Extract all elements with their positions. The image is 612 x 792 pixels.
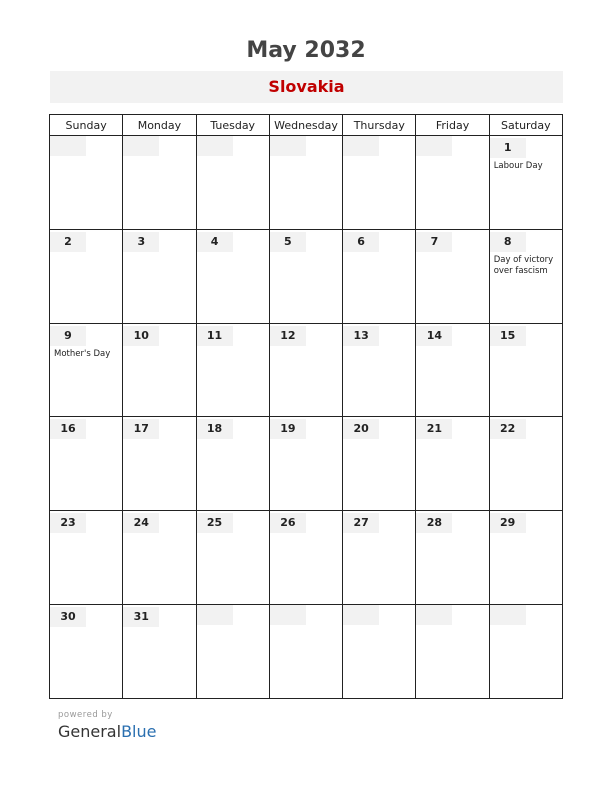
day-number: 20 (343, 419, 379, 439)
day-cell[interactable] (269, 323, 342, 417)
weekday-monday: Monday (123, 115, 196, 136)
day-number: 10 (123, 326, 159, 346)
day-cell (269, 136, 342, 230)
day-cell (123, 136, 196, 230)
day-cell[interactable] (416, 511, 489, 605)
holiday-label: Day of victory over fascism (493, 254, 554, 276)
empty-day-marker (197, 605, 233, 625)
day-cell[interactable] (416, 323, 489, 417)
calendar-week-row (50, 136, 563, 230)
day-number: 17 (123, 419, 159, 439)
day-number: 8 (490, 232, 526, 252)
empty-day-marker (416, 136, 452, 156)
day-cell[interactable] (416, 417, 489, 511)
day-cell[interactable] (50, 229, 123, 323)
day-number: 9 (50, 326, 86, 346)
weekday-header-row (50, 115, 563, 136)
day-cell[interactable] (196, 323, 269, 417)
day-cell (416, 605, 489, 699)
day-number: 25 (197, 513, 233, 533)
holiday-label: Labour Day (493, 161, 543, 171)
day-cell (196, 136, 269, 230)
day-number: 14 (416, 326, 452, 346)
day-number: 1 (490, 138, 526, 158)
day-number: 22 (490, 419, 526, 439)
day-cell[interactable] (269, 417, 342, 511)
day-number: 30 (50, 607, 86, 627)
day-cell[interactable] (343, 417, 416, 511)
weekday-tuesday: Tuesday (196, 115, 269, 136)
country-banner (50, 71, 563, 103)
empty-day-marker (343, 605, 379, 625)
day-cell[interactable] (269, 229, 342, 323)
calendar-week-row (50, 323, 563, 417)
day-number: 11 (197, 326, 233, 346)
day-number: 3 (123, 232, 159, 252)
day-number: 18 (197, 419, 233, 439)
day-number: 24 (123, 513, 159, 533)
day-number: 28 (416, 513, 452, 533)
day-number: 2 (50, 232, 86, 252)
day-cell[interactable] (489, 229, 562, 323)
day-number: 13 (343, 326, 379, 346)
weekday-sunday: Sunday (50, 115, 123, 136)
calendar-week-row (50, 511, 563, 605)
weekday-thursday: Thursday (343, 115, 416, 136)
day-cell (269, 605, 342, 699)
calendar-week-row (50, 229, 563, 323)
calendar-week-row (50, 417, 563, 511)
calendar-week-row (50, 605, 563, 699)
day-cell[interactable] (123, 511, 196, 605)
day-number: 21 (416, 419, 452, 439)
empty-day-marker (50, 136, 86, 156)
brand-name-general: General (58, 722, 122, 741)
day-cell[interactable] (489, 417, 562, 511)
day-number: 26 (270, 513, 306, 533)
day-number: 4 (197, 232, 233, 252)
footer-branding (58, 710, 156, 741)
day-cell[interactable] (489, 511, 562, 605)
empty-day-marker (270, 136, 306, 156)
day-cell[interactable] (123, 323, 196, 417)
day-cell (416, 136, 489, 230)
day-cell[interactable] (343, 323, 416, 417)
day-cell[interactable] (50, 417, 123, 511)
day-cell (489, 605, 562, 699)
day-cell[interactable] (343, 229, 416, 323)
powered-by-text: powered by (58, 710, 113, 720)
brand-name-blue: Blue (121, 722, 157, 741)
day-cell[interactable] (196, 417, 269, 511)
day-cell (343, 136, 416, 230)
day-cell (50, 136, 123, 230)
day-number: 31 (123, 607, 159, 627)
empty-day-marker (123, 136, 159, 156)
day-number: 6 (343, 232, 379, 252)
brand-logo[interactable] (58, 722, 156, 741)
day-cell (196, 605, 269, 699)
empty-day-marker (270, 605, 306, 625)
day-cell[interactable] (50, 323, 123, 417)
day-number: 29 (490, 513, 526, 533)
empty-day-marker (490, 605, 526, 625)
weekday-wednesday: Wednesday (269, 115, 342, 136)
day-cell[interactable] (343, 511, 416, 605)
day-number: 19 (270, 419, 306, 439)
empty-day-marker (343, 136, 379, 156)
empty-day-marker (416, 605, 452, 625)
day-cell[interactable] (196, 511, 269, 605)
day-number: 15 (490, 326, 526, 346)
day-number: 23 (50, 513, 86, 533)
day-number: 7 (416, 232, 452, 252)
day-cell[interactable] (196, 229, 269, 323)
day-cell[interactable] (489, 136, 562, 230)
day-cell[interactable] (123, 605, 196, 699)
day-cell[interactable] (489, 323, 562, 417)
country-name: Slovakia (268, 77, 345, 96)
day-cell[interactable] (50, 511, 123, 605)
day-cell[interactable] (269, 511, 342, 605)
day-cell[interactable] (50, 605, 123, 699)
empty-day-marker (197, 136, 233, 156)
day-cell[interactable] (123, 229, 196, 323)
weekday-saturday: Saturday (489, 115, 562, 136)
holiday-label: Mother's Day (54, 348, 111, 359)
calendar-grid (49, 114, 563, 699)
day-number: 27 (343, 513, 379, 533)
day-cell[interactable] (416, 229, 489, 323)
day-cell (343, 605, 416, 699)
day-number: 16 (50, 419, 86, 439)
weekday-friday: Friday (416, 115, 489, 136)
page-title: May 2032 (246, 38, 366, 63)
day-number: 5 (270, 232, 306, 252)
day-cell[interactable] (123, 417, 196, 511)
day-number: 12 (270, 326, 306, 346)
